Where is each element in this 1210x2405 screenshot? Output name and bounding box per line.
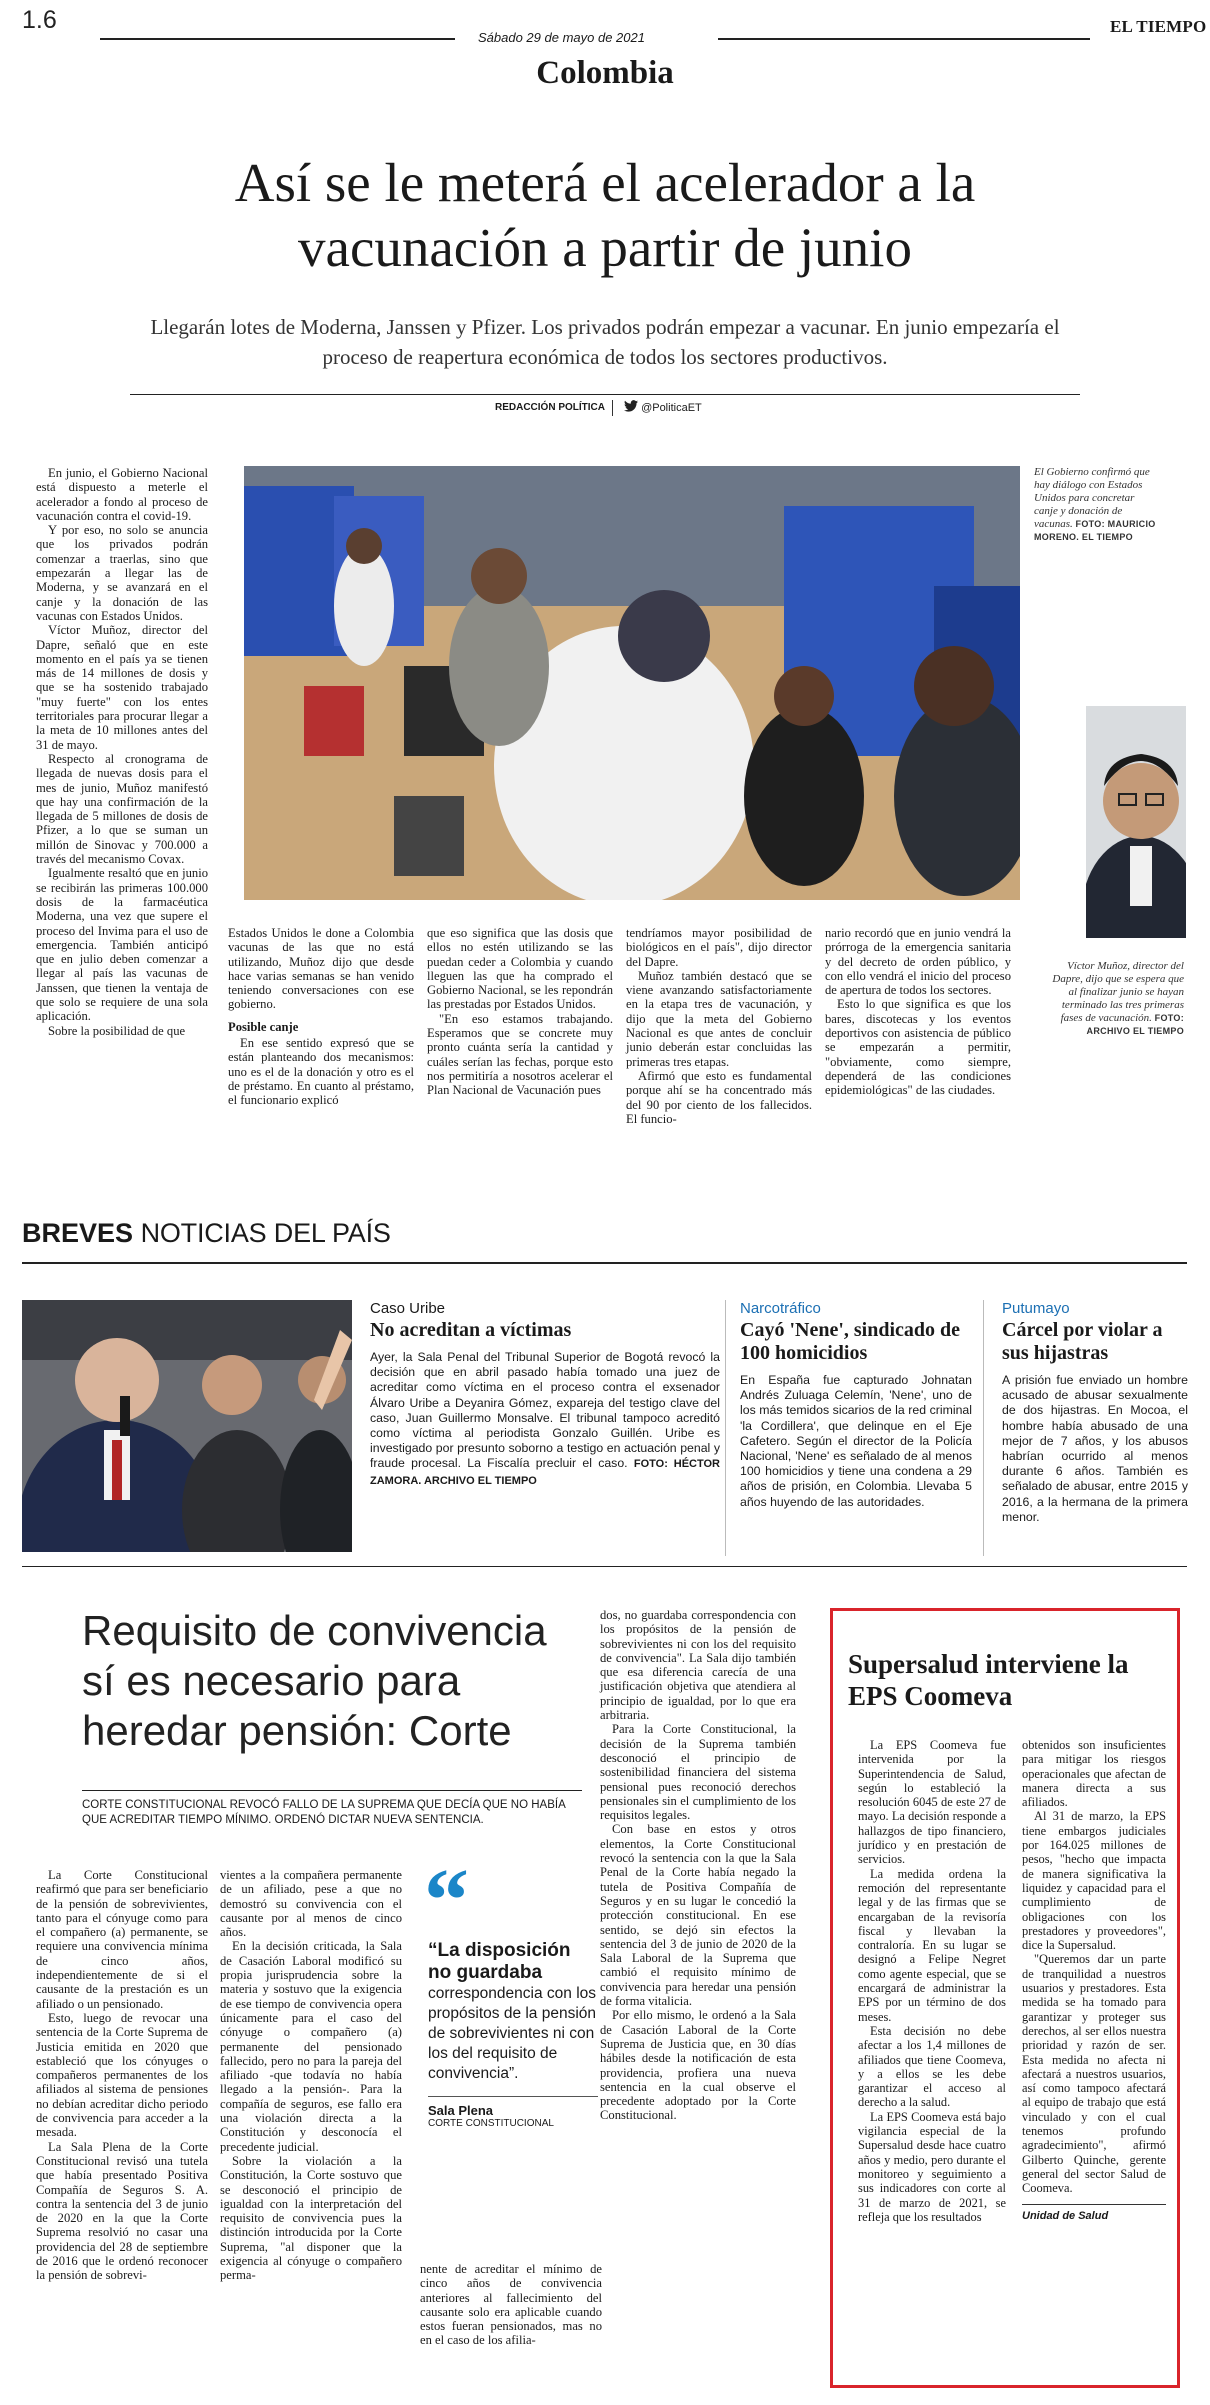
brief-body-text: Ayer, la Sala Penal del Tribunal Superior de Bogotá revocó la decisión que en abril pasado había tomado una juez de acreditar como víctima en el proceso contra el exsenador Álvaro Uribe a Deyanira Gómez, expareja del testigo clave del caso, Juan Guillermo Monsalve. El tribunal tampoco acreditó como víctima al periodista Gonzalo Guillén. Uribe es investigado por presunto soborno a testigo en actuación penal y fraude procesal. La Fiscalía precluir el caso. (370, 1350, 720, 1471)
paragraph: La Sala Plena de la Corte Constitucional revisó una tutela que había presentado Positiva Compañía de Seguros S. A. contra la sentencia del 3 de junio de 2020 en la que la Corte Suprema resolvió no casar una providencia del 28 de septiembre de 2016 que le ordenó reconocer la pensión de sobrevi- (36, 2139, 208, 2283)
uribe-photo (22, 1300, 352, 1552)
paragraph: Afirmó que esto es fundamental porque ahí se ha concentrado más del 90 por ciento de los fallecidos. El funcio- (626, 1068, 812, 1126)
paragraph: "En eso estamos trabajando. Esperamos que se concrete muy pronto cuánta sería la cantidad y cuáles serían las fechas, porque esto nos permitiría a nosotros acelerar el Plan Nacional de Vacunación pues (427, 1011, 613, 1098)
breves-rule (22, 1262, 1187, 1264)
twitter-icon (624, 400, 638, 412)
photo-caption-text: El Gobierno confirmó que hay diálogo con Estados Unidos para concretar canje y donación de vacunas. (1034, 466, 1150, 530)
pull-quote-attribution (428, 2096, 598, 2129)
byline-rule (130, 394, 1080, 395)
photo-credit: FOTO: MAURICIO MORENO. EL TIEMPO (1034, 519, 1156, 542)
pension-deck-rule (82, 1790, 582, 1791)
pension-col-2 (220, 1868, 402, 2283)
paragraph: Con base en estos y otros elementos, la Corte Constitucional revocó la sentencia con la que la Sala Penal de la Corte había negado la tutela de Positiva Compañía de Seguros y en su lugar le concedió la protección constitucional. En ese sentido, se dejó sin efectos la sentencia del 3 de junio de 2020 de la Sala Laboral de la Suprema que cambió el requisito mínimo de convivencia para heredar una pensión de forma vitalicia. (600, 1822, 796, 2009)
lead-col-3 (427, 926, 613, 1098)
paragraph: La EPS Coomeva está bajo vigilancia especial de la Supersalud desde hace cuatro años y medio, pero durante el monitoreo y seguimiento a sus indicadores con corte al 31 de marzo de 2021, se refleja que los resultados (858, 2109, 1006, 2224)
lead-deck: Llegarán lotes de Moderna, Janssen y Pfizer. Los privados podrán empezar a vacunar. En junio empezaría el proceso de reapertura económica de todos los sectores productivos. (150, 315, 1060, 369)
brief-title: Cayó 'Nene', sindicado de 100 homicidios (740, 1319, 961, 1364)
paragraph: Esta decisión no debe afectar a los 1,4 millones de afiliados que tiene Coomeva, y a ellos se les debe garantizar el acceso al derecho a la salud. (858, 2023, 1006, 2110)
brief-body: A prisión fue enviado un hombre acusado de abusar sexualmente de dos hijastras. En Mocoa, el hombre había abusado de una mejor de 7 años, y los abusos habrían ocurrido al menos durante 6 años. También es señalado de abusar, entre 2015 y 2016, a la hermana de la primera menor. (1002, 1373, 1188, 1524)
paragraph: "Queremos dar un parte de tranquilidad a nuestros usuarios y prestadores. Esta medida se ha tomado para garantizar y proteger sus derechos, al ser ellos nuestra prioridad y razón de ser. Esta medida no afecta ni afectará a nuestros usuarios, así como tampoco afectará al equipo de trabajo que está vinculado y con el cual tenemos profundo agradecimiento", afirmó Gilberto Quinche, gerente general del sector Salud de Coomeva. (1022, 1952, 1166, 2196)
paragraph: obtenidos son insuficientes para mitigar los riesgos operacionales que afectan de manera directa a sus afiliados. (1022, 1738, 1166, 1810)
byline-twitter[interactable] (624, 400, 702, 414)
vaccination-scene-illustration (244, 466, 1020, 900)
photo-caption (1034, 466, 1159, 544)
paragraph: que eso significa que las dosis que ellos no estén utilizando se las puedan ceder a Colombia y cuando lleguen las que ha comprado el Gobierno Nacional, se les repondrán las prestadas por Estados Unidos. (427, 926, 613, 1012)
byline-author: REDACCIÓN POLÍTICA (495, 402, 605, 413)
pension-col-4 (600, 1608, 796, 2123)
pull-quote-rest: correspondencia con los propósitos de la pensión de sobrevivientes ni con los del requisito de convivencia”. (428, 1985, 597, 2082)
portrait-illustration (1086, 706, 1186, 938)
paragraph: La EPS Coomeva fue intervenida por la Superintendencia de Salud, según lo estableció la resolución 6045 de este 27 de mayo. La decisión responde a hallazgos de tipo financiero, jurídico y en prestación de servicios. (858, 1738, 1006, 1867)
portrait-credit: FOTO: ARCHIVO EL TIEMPO (1086, 1013, 1184, 1036)
paragraph: Sobre la posibilidad de que (48, 1023, 186, 1038)
paragraph: vientes a la compañera permanente de un afiliado, pese a que no demostró su convivencia con el causante por al menos de cinco años. (220, 1868, 402, 1940)
pension-col-3-bottom (420, 2262, 602, 2348)
section-rule (22, 1566, 1187, 1567)
paragraph: Esto lo que significa es que los bares, discotecas y los eventos deportivos con asistencia de público se empezarán a permitir, "obviamente, como siempre, dependerá de las condiciones epidemiológicas" de las ciudades. (825, 997, 1011, 1098)
pension-deck: CORTE CONSTITUCIONAL REVOCÓ FALLO DE LA SUPREMA QUE DECÍA QUE NO HABÍA QUE ACREDITAR TIEMPO MÍNIMO. ORDENÓ DICTAR NUEVA SENTENCIA. (82, 1799, 566, 1826)
paragraph: tendríamos mayor posibilidad de biológicos en el país", dijo director del Dapre. (626, 926, 812, 969)
paragraph: Respecto al cronograma de llegada de nuevas dosis para el mes de junio, Muñoz manifestó que hay una confirmación de la llegada de 5 millones de dosis de Pfizer, a lo que se suman un millón de Sinovac y 700.000 a través del mecanismo Covax. (36, 751, 208, 867)
brief-body: En España fue capturado Johnatan Andrés Zuluaga Celemín, 'Nene', uno de los más temidos sicarios de la red criminal 'la Cordillera', que delinque en el Eje Cafetero. Según el director de la Policía Nacional, 'Nene' es señalado de al menos 100 homicidios y tiene una condena a 29 años de prisión, en Colombia. Llevaba 5 años huyendo de las autoridades. (740, 1373, 972, 1509)
brief-nene (740, 1300, 972, 1510)
pull-quote (428, 1940, 598, 2129)
byline (495, 402, 605, 413)
uribe-photo-illustration (22, 1300, 352, 1552)
lead-col-2 (228, 926, 414, 1108)
paragraph: Víctor Muñoz, director del Dapre, señaló que en este momento en el país ya se tienen más de 14 millones de dosis y que se ha sostenido trabajado "muy fuerte" con los entes territoriales para procurar llegar a la meta de 10 millones antes del 31 de mayo. (36, 623, 208, 752)
paragraph: Por ello mismo, le ordenó a la Sala de Casación Laboral de la Corte Suprema de Justicia que, en 30 días hábiles desde la notificación de esta providencia, profiera una nueva sentencia en la cual observe el precedente adoptado por la Corte Constitucional. (600, 2008, 796, 2123)
paragraph: En la decisión criticada, la Sala de Casación Laboral modificó su propia jurisprudencia sobre la materia y sostuvo que la exigencia de ese tiempo de convivencia opera únicamente para el caso del cónyuge o compañero (a) permanente del pensionado fallecido, pero no para la pareja del afiliado -que todavía no había llegado a la pensión-. Para la compañía de seguros, ese fallo era una violación directa a la Constitución y desconocía el precedente judicial. (220, 1939, 402, 2154)
supersalud-signature: Unidad de Salud (1022, 2204, 1166, 2223)
brief-kicker: Caso Uribe (370, 1300, 446, 1317)
supersalud-col-1 (858, 1738, 1006, 2224)
pull-quote-mark: “ (424, 1851, 469, 1950)
twitter-handle: @PoliticaET (641, 402, 702, 414)
subhead-posible-canje: Posible canje (228, 1019, 299, 1034)
quote-author: Sala Plena (428, 2103, 494, 2118)
paragraph: La medida ordena la remoción del representante legal y de las firmas que se encargaban de la revisoría fiscal y llevaban la contraloría. En su lugar se designó a Felipe Negret como agente especial, que se encargará de administrar la EPS por un término de dos meses. (858, 1866, 1006, 2024)
brief-putumayo (1002, 1300, 1188, 1525)
header-rule-left (100, 38, 455, 40)
quote-role: CORTE CONSTITUCIONAL (428, 2118, 554, 2129)
paragraph: Esto, luego de revocar una sentencia de la Corte Suprema de Justicia emitida en 2020 que estableció que los cónyuges o compañeros permanentes de los afiliados al sistema de pensiones no debían acreditar dicho periodo de convivencia para acceder a la mesada. (36, 2010, 208, 2140)
brief-uribe (370, 1300, 720, 1489)
pension-headline: Requisito de convivencia sí es necesario para heredar pensión: Corte (82, 1607, 547, 1754)
breves-divider-2 (983, 1300, 984, 1556)
paragraph: En ese sentido expresó que se están planteando dos mecanismos: uno es el de la donación y otro es el de préstamo. En cuanto al préstamo, el funcionario explicó (228, 1036, 414, 1108)
section-title: Colombia (536, 55, 674, 91)
supersalud-col-2 (1022, 1738, 1166, 2223)
brief-credit: FOTO: HÉCTOR ZAMORA. ARCHIVO EL TIEMPO (370, 1458, 720, 1487)
page-number: 1.6 (22, 6, 57, 34)
pension-col-1 (36, 1868, 208, 2283)
lead-headline: Así se le meterá el acelerador a la vacunación a partir de junio (234, 152, 976, 278)
lead-col-1 (36, 466, 208, 1038)
paragraph: Sobre la violación a la Constitución, la Corte sostuvo que se desconoció el principio de igualdad con la interpretación del requisito de convivencia pues la distinción introducida por la Corte Suprema, "al disponer que la exigencia al cónyuge o compañero perma- (220, 2153, 402, 2283)
breves-label-light: NOTICIAS DEL PAÍS (140, 1218, 391, 1248)
brief-body (370, 1350, 720, 1489)
portrait-caption (1050, 960, 1184, 1038)
brief-kicker: Narcotráfico (740, 1300, 821, 1317)
brief-kicker: Putumayo (1002, 1300, 1070, 1317)
paragraph: nario recordó que en junio vendrá la prórroga de la emergencia sanitaria y del decreto de orden público, y con ello vendrá el inicio del proceso de apertura de todos los sectores. (825, 926, 1011, 998)
pull-quote-bold: “La disposición no guardaba (428, 1940, 571, 1983)
breves-divider-1 (725, 1300, 726, 1556)
lead-col-4 (626, 926, 812, 1126)
paragraph: nente de acreditar el mínimo de cinco años de convivencia anteriores al fallecimiento del causante solo era aplicable cuando estos fueran pensionados, mas no en el caso de los afilia- (420, 2262, 602, 2348)
paragraph: Muñoz también destacó que se viene avanzando satisfactoriamente en la etapa tres de vacunación, y dijo que la meta del Gobierno Nacional es que antes de concluir junio deberán estar concluidas las primeras tres etapas. (626, 968, 812, 1069)
vaccination-photo (244, 466, 1020, 900)
byline-divider (612, 400, 613, 416)
paragraph: Estados Unidos le done a Colombia vacunas de las que no está utilizando, Muñoz dijo que desde hace varias semanas se han venido teniendo conversaciones con ese gobierno. (228, 926, 414, 1012)
supersalud-headline: Supersalud interviene la EPS Coomeva (848, 1649, 1129, 1711)
paragraph: Para la Corte Constitucional, la decisión de la Suprema también desconoció el principio de sostenibilidad financiera del sistema pensional pues reconoció derechos pensionales sin el cumplimiento de los requisitos legales. (600, 1722, 796, 1823)
breves-label-bold: BREVES (22, 1218, 134, 1248)
paragraph: Igualmente resaltó que en junio se recibirán las primeras 100.000 dosis de la farmacéutica Moderna, una vez que supere el proceso del Invima para el uso de emergencia. También anticipó que en julio deben comenzar a llegar al país las vacunas de Janssen, que tienen la ventaja de que solo se requiere de una sola aplicación. (36, 866, 208, 1024)
lead-col-5 (825, 926, 1011, 1098)
paragraph: En junio, el Gobierno Nacional está dispuesto a meterle el acelerador a fondo al proceso de vacunación contra el covid-19. (36, 466, 208, 523)
breves-label (22, 1218, 391, 1249)
paragraph: La Corte Constitucional reafirmó que para ser beneficiario de la pensión de sobrevivientes, tanto para el cónyuge como para el compañero (a) permanente, se requiere una convivencia mínima de cinco años, independientemente de si el causante de la prestación es un afiliado o un pensionado. (36, 1868, 208, 2011)
issue-date: Sábado 29 de mayo de 2021 (478, 30, 645, 45)
paragraph: Al 31 de marzo, la EPS tiene embargos judiciales por 164.025 millones de pesos, "hecho que impacta de manera significativa la liquidez y capacidad para el cumplimiento de obligaciones con los prestadores y proveedores", dice la Supersalud. (1022, 1809, 1166, 1953)
brief-title: Cárcel por violar a sus hijastras (1002, 1319, 1163, 1364)
brand-logo: EL TIEMPO (1110, 17, 1207, 36)
brief-title: No acreditan a víctimas (370, 1319, 572, 1341)
header-rule-right (718, 38, 1090, 40)
paragraph: dos, no guardaba correspondencia con los propósitos de la pensión de sobrevivientes ni con los del requisito de convivencia". La Sala dijo también que esa diferencia carecía de una justificación objetiva que atendiera al principio de igualdad, por lo que era arbitraria. (600, 1608, 796, 1723)
paragraph: Y por eso, no solo se anuncia que los privados podrán comenzar a traerlas, sino que empezarán a llegar las de Moderna, y se avanzará en el canje y la donación de las vacunas con Estados Unidos. (36, 523, 208, 623)
portrait-caption-text: Víctor Muñoz, director del Dapre, dijo que se espera que al finalizar junio se hayan terminado las tres primeras fases de vacunación. (1052, 960, 1184, 1024)
portrait-photo (1086, 706, 1186, 938)
